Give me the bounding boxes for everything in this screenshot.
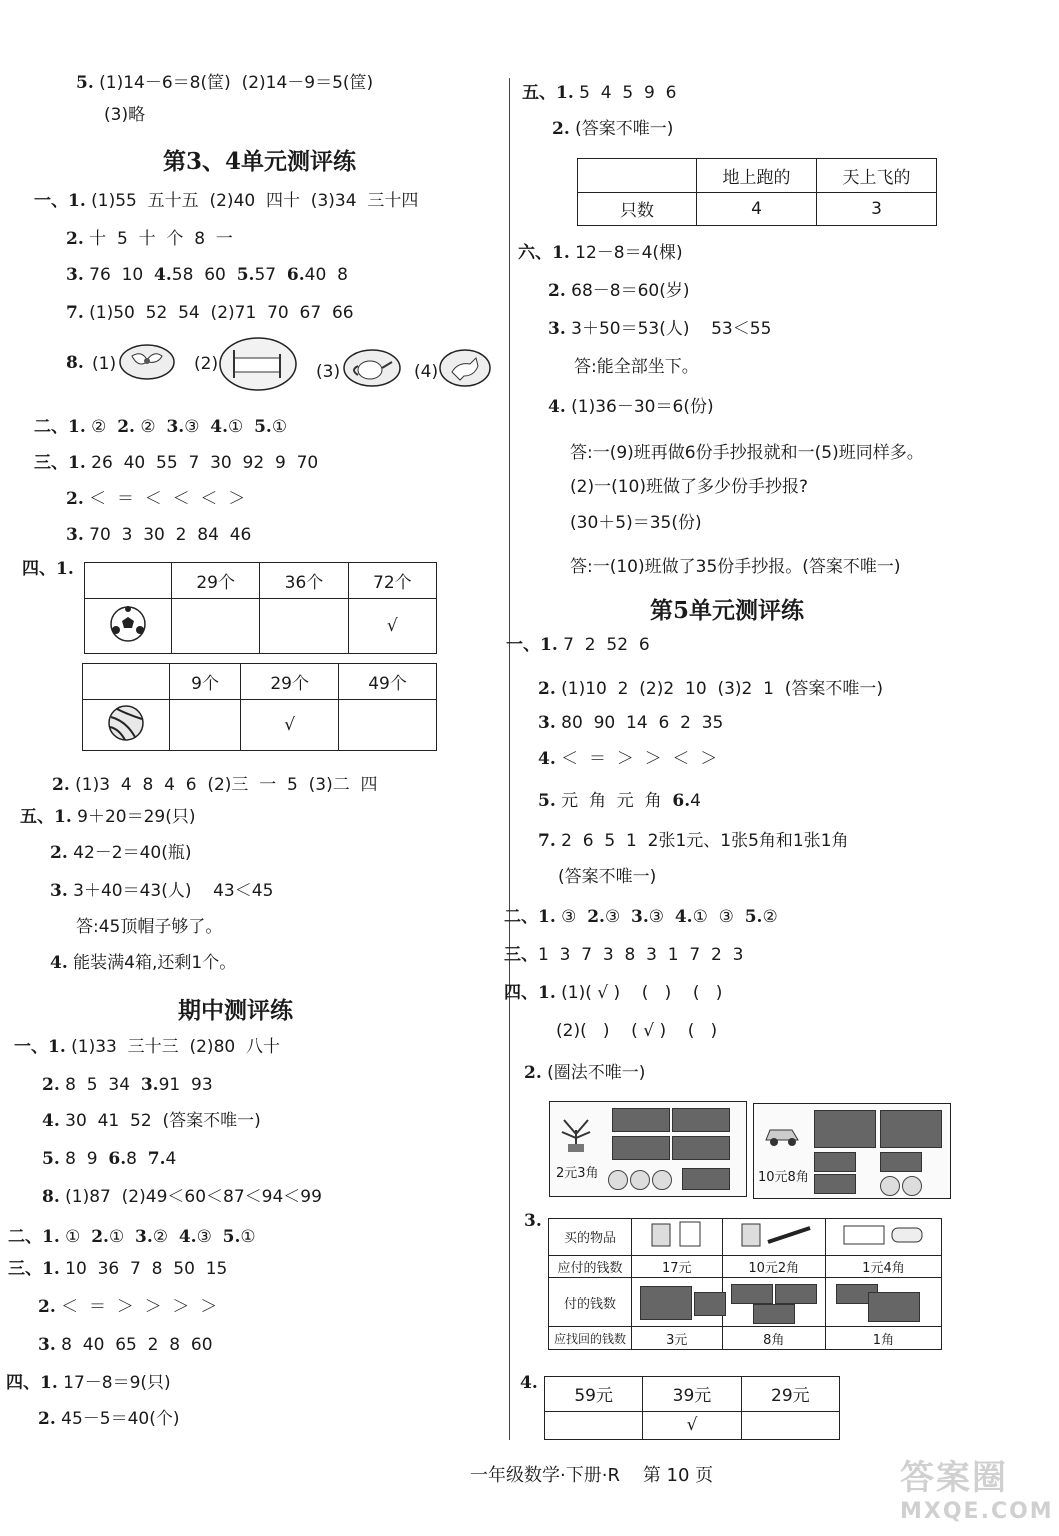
answer-line: 7. 2 6 5 1 2张1元、1张5角和1张1角 <box>538 831 849 851</box>
answer-line: 答:一(10)班做了35份手抄报。(答案不唯一) <box>570 557 901 577</box>
answer-line: 4. 30 41 52 (答案不唯一) <box>42 1111 261 1131</box>
answer-line: 2. (1)3 4 8 4 6 (2)三 一 5 (3)二 四 <box>52 775 378 795</box>
answer-line: (3)略 <box>104 105 146 125</box>
pencil-case-icon <box>838 1220 928 1248</box>
bow-picture <box>118 342 176 382</box>
answer-line: 4. 能装满4箱,还剩1个。 <box>50 953 237 973</box>
answer-line: 一、1. 7 2 52 6 <box>506 635 650 655</box>
volleyball-table: 9个 29个 49个 √ <box>82 663 437 751</box>
money-picture-1: 2元3角 <box>549 1101 747 1197</box>
answer-line: 二、1. ③ 2.③ 3.③ 4.① ③ 5.② <box>504 907 778 927</box>
q8-item-2: (2) <box>194 354 219 374</box>
jar-and-box-icon <box>642 1220 712 1248</box>
answer-line: 3. 8 40 65 2 8 60 <box>38 1335 213 1355</box>
plant-icon <box>556 1112 596 1152</box>
answer-line: 2. (答案不唯一) <box>552 119 674 139</box>
answer-line: 5. 元 角 元 角 6.4 <box>538 791 701 811</box>
answer-line: 2. 42－2＝40(瓶) <box>50 843 192 863</box>
football-table: 29个 36个 72个 √ <box>84 562 437 654</box>
q8-item-3: (3) <box>316 362 341 382</box>
answer-line: 2. 8 5 34 3.91 93 <box>42 1075 213 1095</box>
section-heading: 第3、4单元测评练 <box>163 148 357 175</box>
answer-line: (答案不唯一) <box>558 867 657 887</box>
answer-line: 四、1. (1)( √ ) ( ) ( ) <box>504 983 723 1003</box>
volleyball-icon <box>105 703 147 743</box>
answer-line: 5. 8 9 6.8 7.4 <box>42 1149 177 1169</box>
answer-line: (2)一(10)班做了多少份手抄报? <box>570 477 808 497</box>
answer-line: (2)( ) ( √ ) ( ) <box>556 1021 718 1041</box>
price-table: 59元 39元 29元 √ <box>544 1376 840 1440</box>
answer-line: 二、1. ② 2. ② 3.③ 4.① 5.① <box>34 417 288 437</box>
answer-line: 3. 80 90 14 6 2 35 <box>538 713 724 733</box>
answer-line: (30＋5)＝35(份) <box>570 513 702 533</box>
shopping-table: 买的物品 应付的钱数 17元 10元2角 1元4角 付的钱数 应找回的钱数 3元 8角 1角 <box>548 1218 942 1350</box>
answer-line: 一、1. (1)33 三十三 (2)80 八十 <box>14 1037 281 1057</box>
answer-line: 三、1 3 7 3 8 3 1 7 2 3 <box>504 945 744 965</box>
answer-line: 2. (圈法不唯一) <box>524 1063 646 1083</box>
answer-line: 2. ＜ ＝ ＜ ＜ ＜ ＞ <box>66 489 246 509</box>
answer-line: 三、1. 26 40 55 7 30 92 9 70 <box>34 453 319 473</box>
bed-picture <box>218 336 298 392</box>
answer-line: 2. 68－8＝60(岁) <box>548 281 690 301</box>
animal-count-table: 地上跑的 天上飞的 只数 4 3 <box>577 158 937 226</box>
answer-line: 五、1. 5 4 5 9 6 <box>522 83 677 103</box>
check-mark: √ <box>241 700 339 751</box>
answer-line: 六、1. 12－8＝4(棵) <box>518 243 683 263</box>
car-icon <box>762 1122 802 1148</box>
answer-line: 3. 3＋40＝43(人) 43＜45 <box>50 881 274 901</box>
answer-line: 三、1. 10 36 7 8 50 15 <box>8 1259 228 1279</box>
answer-line: 3. 3＋50＝53(人) 53＜55 <box>548 319 772 339</box>
watermark-logo: 答案圈 MXQE.COM <box>900 1458 1054 1524</box>
money-picture-2: 10元8角 <box>753 1103 951 1199</box>
q8-item-4: (4) <box>414 362 439 382</box>
section-heading: 期中测评练 <box>178 997 293 1024</box>
answer-line: 2. ＜ ＝ ＞ ＞ ＞ ＞ <box>38 1297 218 1317</box>
answer-line: 3. 76 10 4.58 60 5.57 6.40 8 <box>66 265 348 285</box>
answer-line: 答:45顶帽子够了。 <box>76 917 223 937</box>
answer-line: 3. 70 3 30 2 84 46 <box>66 525 252 545</box>
q8-item-1: (1) <box>92 354 117 374</box>
football-icon <box>107 604 149 644</box>
check-mark: √ <box>348 599 436 654</box>
answer-line: 答:能全部坐下。 <box>574 357 699 377</box>
answer-line: 4. (1)36－30＝6(份) <box>548 397 714 417</box>
answer-line: 答:一(9)班再做6份手抄报就和一(5)班同样多。 <box>570 443 924 463</box>
jar-and-pen-icon <box>734 1220 814 1248</box>
section-label: 四、1. <box>22 559 74 579</box>
answer-line: 二、1. ① 2.① 3.② 4.③ 5.① <box>8 1227 256 1247</box>
q3-label: 3. <box>524 1211 542 1231</box>
answer-line: 2. (1)10 2 (2)2 10 (3)2 1 (答案不唯一) <box>538 679 884 699</box>
answer-line: 4. ＜ ＝ ＞ ＞ ＜ ＞ <box>538 749 718 769</box>
column-divider <box>509 78 510 1440</box>
answer-line: 五、1. 9＋20＝29(只) <box>20 807 196 827</box>
answer-line: 2. 45－5＝40(个) <box>38 1409 180 1429</box>
answer-line: 一、1. (1)55 五十五 (2)40 四十 (3)34 三十四 <box>34 191 419 211</box>
section-heading: 第5单元测评练 <box>650 597 805 624</box>
answer-line: 7. (1)50 52 54 (2)71 70 67 66 <box>66 303 354 323</box>
q4-label: 4. <box>520 1373 538 1393</box>
teapot-picture <box>342 348 402 388</box>
answer-line: 2. 十 5 十 个 8 一 <box>66 229 233 249</box>
q8-label: 8. <box>66 353 84 373</box>
horse-picture <box>438 348 492 388</box>
answer-line: 8. (1)87 (2)49＜60＜87＜94＜99 <box>42 1187 322 1207</box>
page-footer: 一年级数学·下册·R 第 10 页 <box>470 1465 714 1486</box>
check-mark: √ <box>643 1411 741 1439</box>
answer-line: 5. (1)14－6＝8(筐) (2)14－9＝5(筐) <box>76 73 374 93</box>
answer-line: 四、1. 17－8＝9(只) <box>6 1373 171 1393</box>
